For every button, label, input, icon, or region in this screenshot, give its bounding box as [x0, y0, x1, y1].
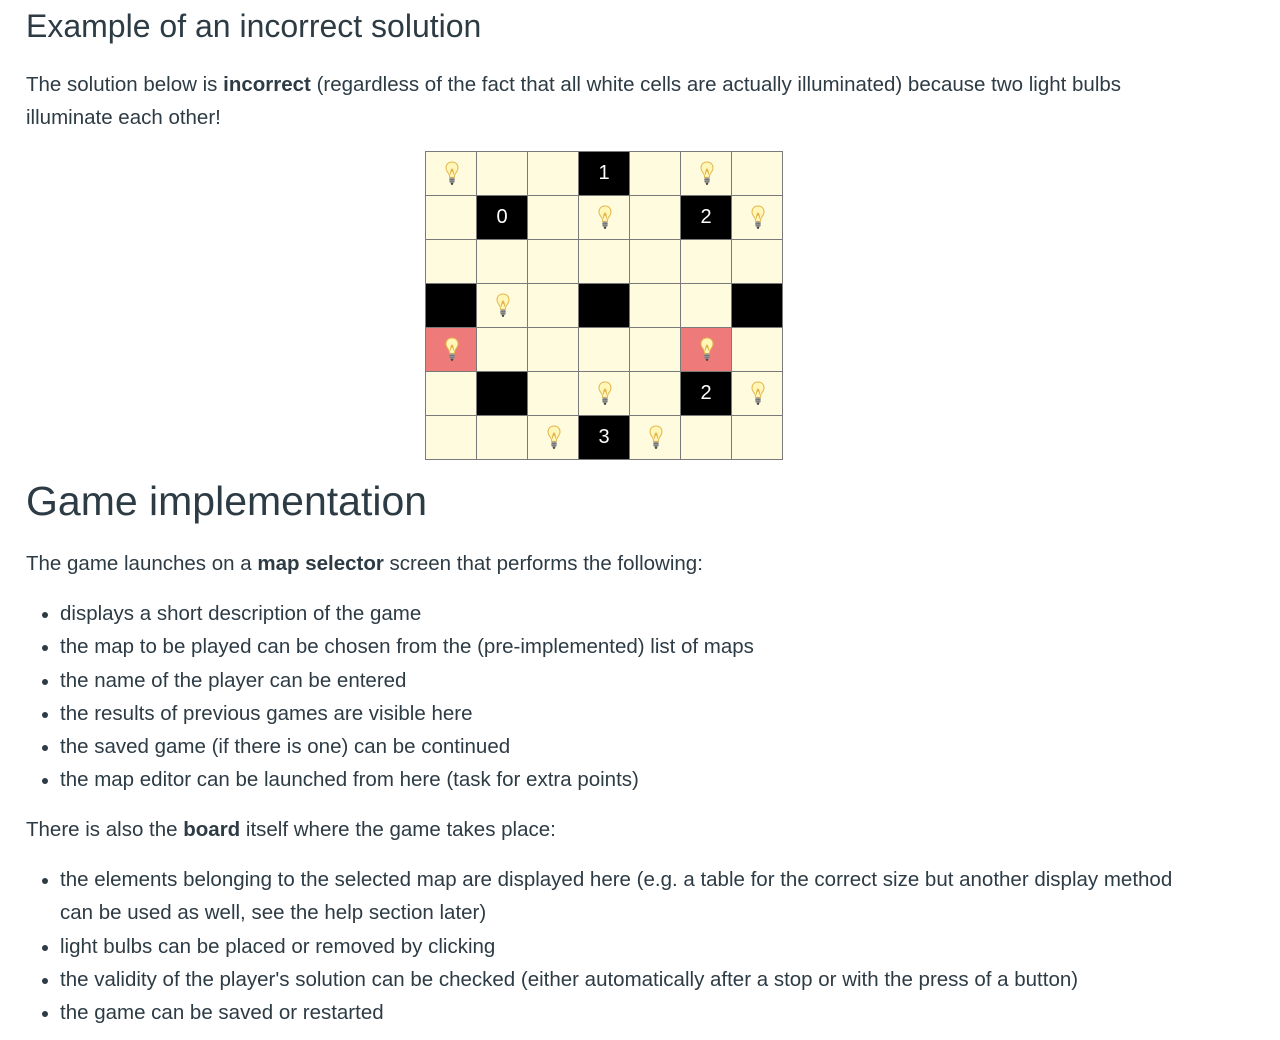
wall-cell[interactable] [477, 372, 528, 416]
board-intro-before: There is also the [26, 818, 184, 841]
list-item: • the map to be played can be chosen from the (pre-implemented) list of maps [60, 630, 1200, 663]
empty-cell[interactable] [528, 284, 579, 328]
wall-number: 1 [598, 162, 610, 184]
list-item: • the saved game (if there is one) can be continued [60, 730, 1200, 763]
list-item: • the name of the player can be entered [60, 664, 1200, 697]
empty-cell[interactable] [630, 196, 681, 240]
light-bulb-icon [598, 381, 610, 407]
numbered-wall-cell[interactable] [477, 196, 528, 240]
example-intro-before: The solution below is [26, 73, 224, 96]
empty-cell[interactable] [477, 328, 528, 372]
bulb-cell[interactable] [630, 416, 681, 460]
board-row [426, 328, 783, 372]
empty-cell[interactable] [579, 328, 630, 372]
empty-cell[interactable] [630, 284, 681, 328]
empty-cell[interactable] [732, 328, 783, 372]
implementation-heading: Game implementation [26, 478, 428, 524]
empty-cell[interactable] [681, 284, 732, 328]
board-intro [26, 813, 1186, 846]
map-selector-list [26, 597, 1200, 797]
light-bulb-icon [598, 205, 610, 231]
numbered-wall-cell[interactable] [579, 152, 630, 196]
light-bulb-icon [496, 293, 508, 319]
list-item: • the validity of the player's solution can be checked (either automatically after a stop or with the press of a button) [60, 963, 1200, 996]
map-selector-intro-before: The game launches on a [26, 552, 258, 575]
bulb-cell[interactable] [732, 372, 783, 416]
empty-cell[interactable] [477, 240, 528, 284]
conflict-bulb-cell[interactable] [681, 328, 732, 372]
bulb-cell[interactable] [426, 152, 477, 196]
empty-cell[interactable] [732, 240, 783, 284]
example-intro [26, 68, 1166, 134]
empty-cell[interactable] [528, 240, 579, 284]
board-row [426, 152, 783, 196]
empty-cell[interactable] [426, 240, 477, 284]
board-list [26, 863, 1200, 1029]
example-intro-after: (regardless of the fact that all white cells are actually illuminated) because two light bulbs illuminate each other! [26, 73, 1122, 129]
map-selector-intro-bold: map selector [257, 552, 384, 575]
wall-number: 2 [700, 382, 712, 404]
wall-cell[interactable] [732, 284, 783, 328]
light-bulb-icon [700, 161, 712, 187]
empty-cell[interactable] [732, 152, 783, 196]
numbered-wall-cell[interactable] [681, 372, 732, 416]
game-board [425, 151, 783, 460]
light-bulb-icon [700, 337, 712, 363]
empty-cell[interactable] [477, 152, 528, 196]
empty-cell[interactable] [426, 196, 477, 240]
empty-cell[interactable] [477, 416, 528, 460]
wall-number: 3 [598, 426, 610, 448]
light-bulb-icon [547, 425, 559, 451]
map-selector-intro-after: screen that performs the following: [383, 552, 703, 575]
wall-number: 0 [496, 206, 508, 228]
board-intro-after: itself where the game takes place: [240, 818, 556, 841]
list-item: • the game can be saved or restarted [60, 996, 1200, 1029]
list-item: • the map editor can be launched from here (task for extra points) [60, 763, 1200, 796]
list-item: • light bulbs can be placed or removed by clicking [60, 930, 1200, 963]
bulb-cell[interactable] [528, 416, 579, 460]
empty-cell[interactable] [528, 196, 579, 240]
empty-cell[interactable] [630, 152, 681, 196]
empty-cell[interactable] [528, 328, 579, 372]
example-intro-bold: incorrect [223, 73, 311, 96]
light-bulb-icon [445, 161, 457, 187]
bulb-cell[interactable] [579, 372, 630, 416]
conflict-bulb-cell[interactable] [426, 328, 477, 372]
map-selector-intro [26, 547, 1186, 580]
bulb-cell[interactable] [477, 284, 528, 328]
example-heading: Example of an incorrect solution [26, 8, 482, 44]
light-bulb-icon [751, 205, 763, 231]
light-bulb-icon [649, 425, 661, 451]
empty-cell[interactable] [630, 328, 681, 372]
empty-cell[interactable] [681, 240, 732, 284]
board-row [426, 416, 783, 460]
empty-cell[interactable] [732, 416, 783, 460]
empty-cell[interactable] [630, 372, 681, 416]
list-item: • the results of previous games are visible here [60, 697, 1200, 730]
empty-cell[interactable] [579, 240, 630, 284]
empty-cell[interactable] [426, 416, 477, 460]
board-row [426, 372, 783, 416]
empty-cell[interactable] [528, 372, 579, 416]
empty-cell[interactable] [528, 152, 579, 196]
bulb-cell[interactable] [732, 196, 783, 240]
board-row [426, 196, 783, 240]
wall-cell[interactable] [426, 284, 477, 328]
wall-cell[interactable] [579, 284, 630, 328]
empty-cell[interactable] [426, 372, 477, 416]
numbered-wall-cell[interactable] [681, 196, 732, 240]
board-row [426, 240, 783, 284]
list-item: • displays a short description of the game [60, 597, 1200, 630]
bulb-cell[interactable] [681, 152, 732, 196]
light-bulb-icon [445, 337, 457, 363]
empty-cell[interactable] [630, 240, 681, 284]
board-intro-bold: board [183, 818, 241, 841]
bulb-cell[interactable] [579, 196, 630, 240]
numbered-wall-cell[interactable] [579, 416, 630, 460]
list-item: • the elements belonging to the selected map are displayed here (e.g. a table for the correct size but another display method can be used as well, see the help section later) [60, 863, 1200, 930]
light-bulb-icon [751, 381, 763, 407]
empty-cell[interactable] [681, 416, 732, 460]
board-row [426, 284, 783, 328]
wall-number: 2 [700, 206, 712, 228]
